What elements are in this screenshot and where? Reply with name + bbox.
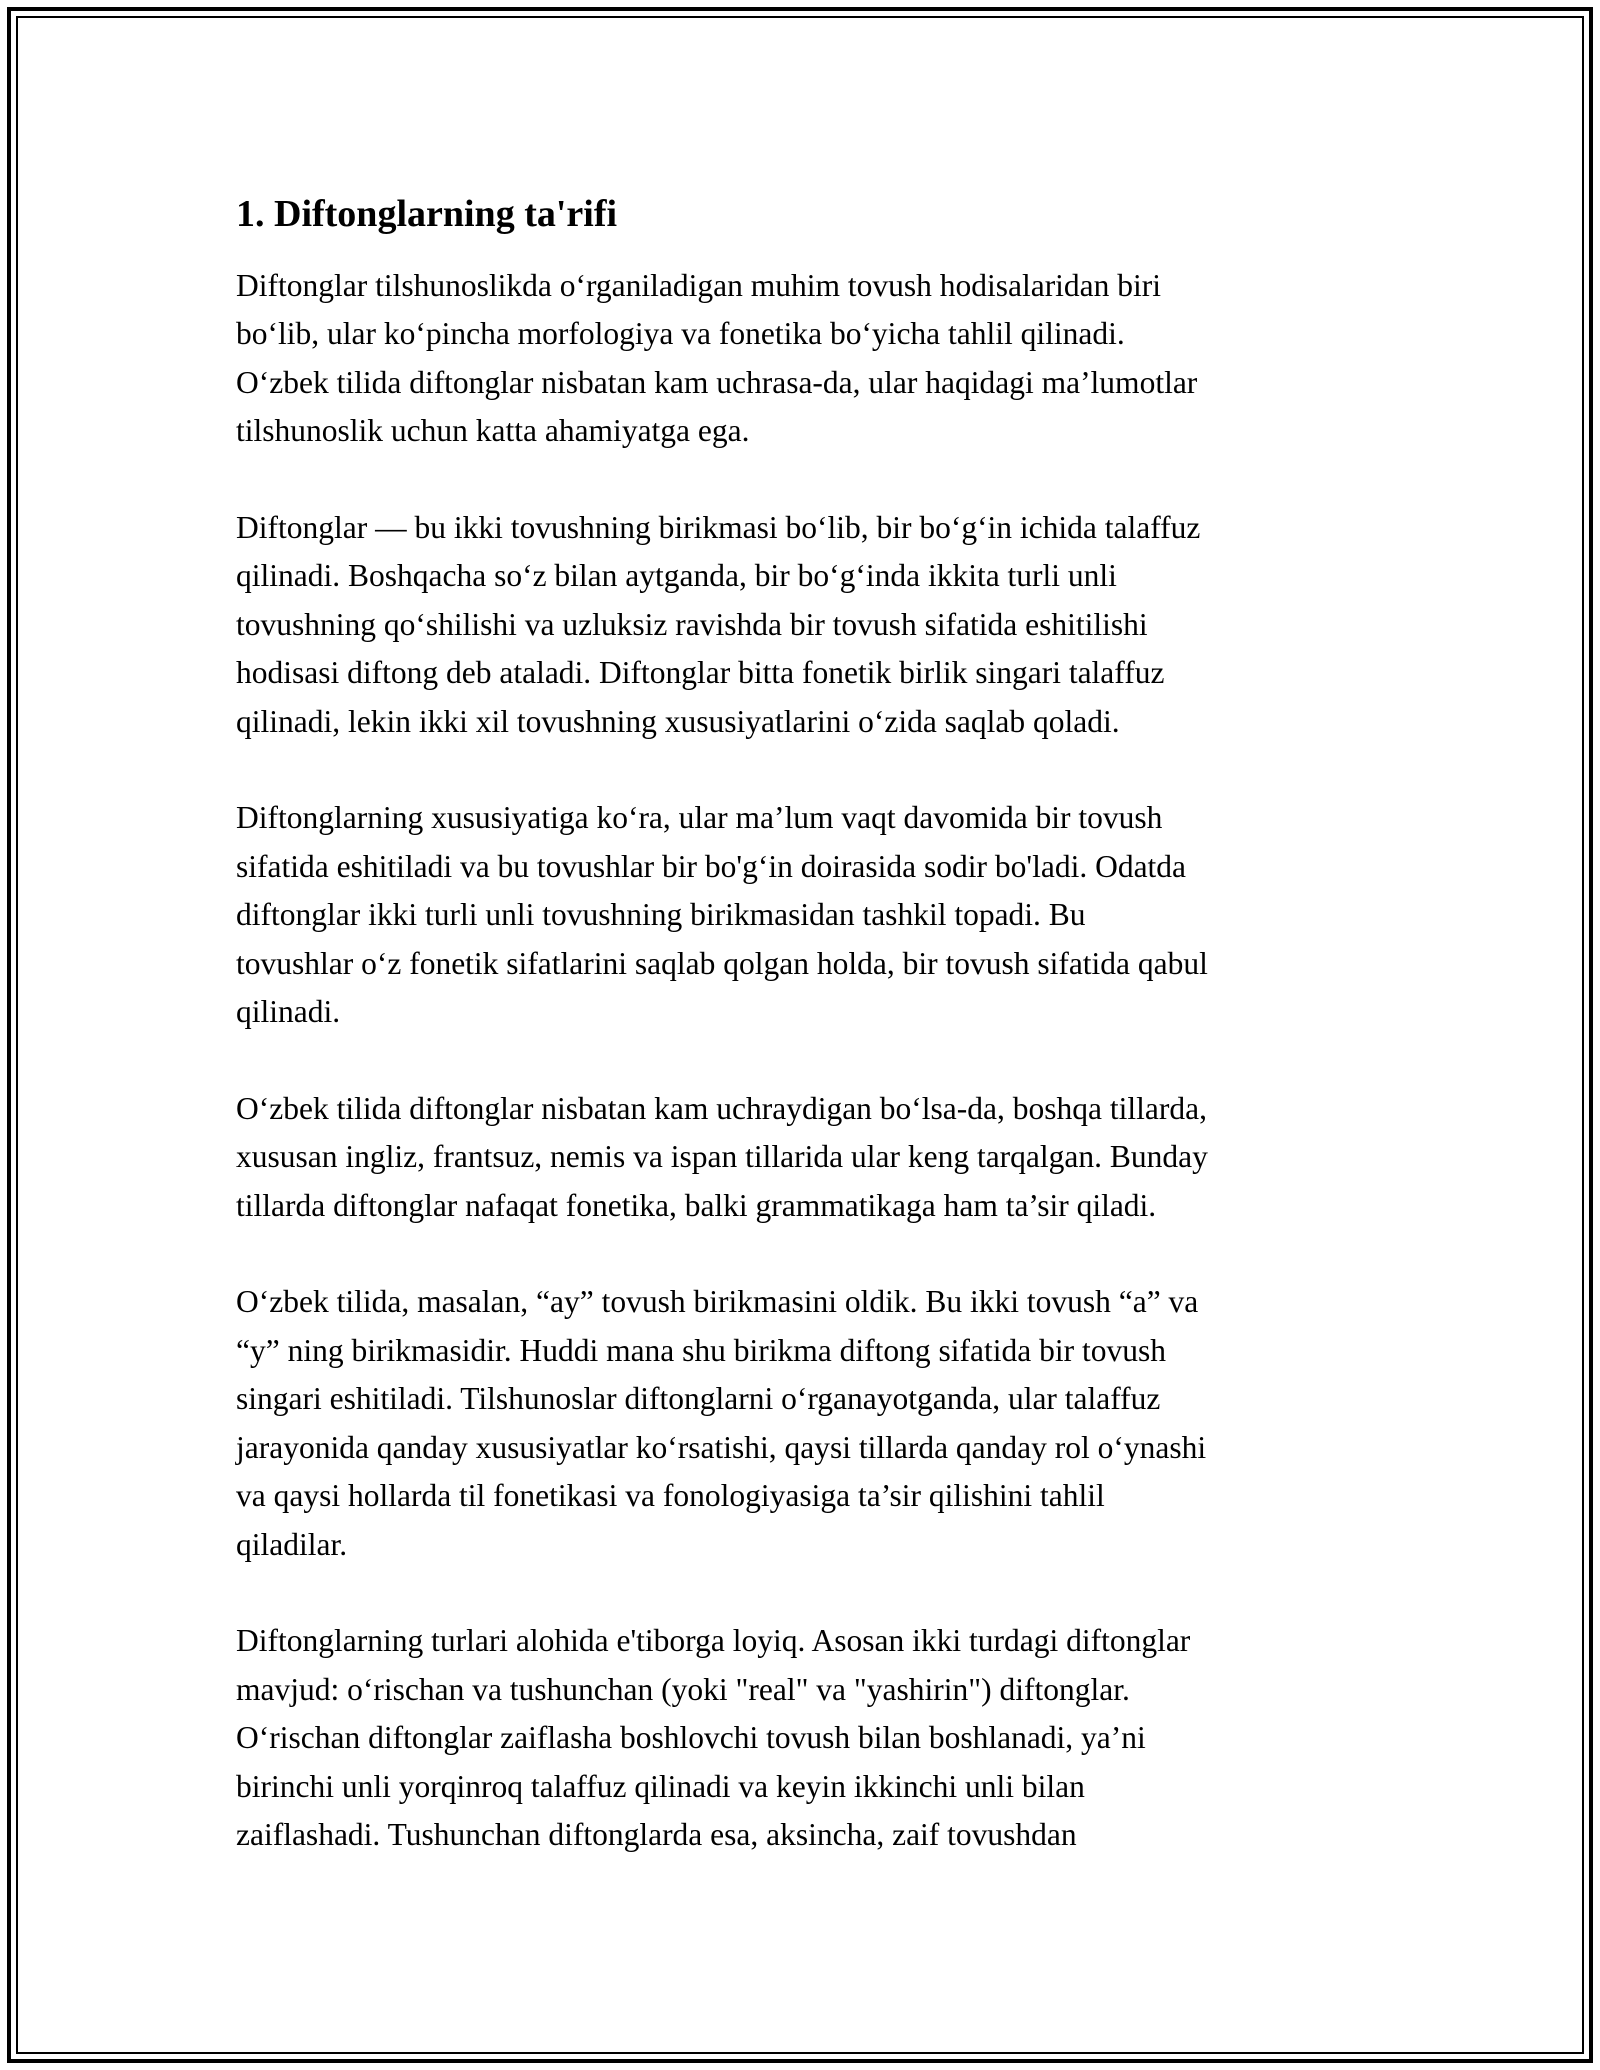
paragraph-6 (236, 1617, 1386, 1859)
paragraph-4 (236, 1085, 1386, 1230)
text-line: Diftonglar — bu ikki tovushning birikmasi bo‘lib, bir bo‘g‘in ichida talaffuz (236, 510, 1201, 546)
text-line: diftonglar ikki turli unli tovushning birikmasidan tashkil topadi. Bu (236, 897, 1086, 933)
text-line: tovushning qo‘shilishi va uzluksiz ravishda bir tovush sifatida eshitilishi (236, 606, 1148, 642)
text-line: zaiflashadi. Tushunchan diftonglarda esa, aksincha, zaif tovushdan (236, 1816, 1077, 1852)
text-line: jarayonida qanday xususiyatlar ko‘rsatishi, qaysi tillarda qanday rol o‘ynashi (236, 1429, 1207, 1465)
text-line: singari eshitiladi. Tilshunoslar diftonglarni o‘rganayotganda, ular talaffuz (236, 1381, 1161, 1417)
text-line: Diftonglar tilshunoslikda o‘rganiladigan muhim tovush hodisalaridan biri (236, 268, 1162, 303)
text-line: “y” ning birikmasidir. Huddi mana shu birikma diftong sifatida bir tovush (236, 1332, 1166, 1368)
text-line: Diftonglarning turlari alohida e'tiborga loyiq. Asosan ikki turdagi diftonglar (236, 1623, 1191, 1659)
text-line: tovushlar o‘z fonetik sifatlarini saqlab qolgan holda, bir tovush sifatida qabul (236, 945, 1208, 981)
text-line: bo‘lib, ular ko‘pincha morfologiya va fonetika bo‘yicha tahlil qilinadi. (236, 316, 1125, 352)
paragraph-3 (236, 794, 1386, 1036)
text-line: mavjud: o‘rischan va tushunchan (yoki "real" va "yashirin") diftonglar. (236, 1671, 1130, 1707)
text-line: qiladilar. (236, 1526, 348, 1562)
text-line: birinchi unli yorqinroq talaffuz qilinadi va keyin ikkinchi unli bilan (236, 1768, 1085, 1804)
text-line: hodisasi diftong deb ataladi. Diftonglar bitta fonetik birlik singari talaffuz (236, 655, 1165, 691)
text-line: tilshunoslik uchun katta ahamiyatga ega. (236, 413, 750, 449)
text-line: xususan ingliz, frantsuz, nemis va ispan tillarida ular keng tarqalgan. Bunday (236, 1139, 1208, 1175)
page-content (236, 186, 1386, 1908)
text-line: qilinadi. Boshqacha so‘z bilan aytganda, bir bo‘g‘inda ikkita turli unli (236, 558, 1117, 594)
text-line: qilinadi, lekin ikki xil tovushning xususiyatlarini o‘zida saqlab qoladi. (236, 703, 1120, 739)
text-line: O‘zbek tilida, masalan, “ay” tovush birikmasini oldik. Bu ikki tovush “a” va (236, 1284, 1199, 1320)
paragraph-2 (236, 504, 1386, 746)
text-line: sifatida eshitiladi va bu tovushlar bir bo'g‘in doirasida sodir bo'ladi. Odatda (236, 848, 1187, 884)
page-title: 1. Diftonglarning ta'rifi (236, 193, 618, 235)
text-line: O‘rischan diftonglar zaiflasha boshlovchi tovush bilan boshlanadi, ya’ni (236, 1720, 1146, 1756)
text-line: Diftonglarning xususiyatiga ko‘ra, ular ma’lum vaqt davomida bir tovush (236, 800, 1163, 836)
text-line: O‘zbek tilida diftonglar nisbatan kam uchrasa-da, ular haqidagi ma’lumotlar (236, 364, 1198, 400)
text-line: O‘zbek tilida diftonglar nisbatan kam uchraydigan bo‘lsa-da, boshqa tillarda, (236, 1090, 1207, 1126)
text-line: va qaysi hollarda til fonetikasi va fonologiyasiga ta’sir qilishini tahlil (236, 1478, 1105, 1514)
text-line: qilinadi. (236, 994, 341, 1030)
paragraph-5 (236, 1278, 1386, 1568)
text-line: tillarda diftonglar nafaqat fonetika, balki grammatikaga ham ta’sir qiladi. (236, 1187, 1157, 1223)
paragraph-1 (236, 262, 1386, 456)
